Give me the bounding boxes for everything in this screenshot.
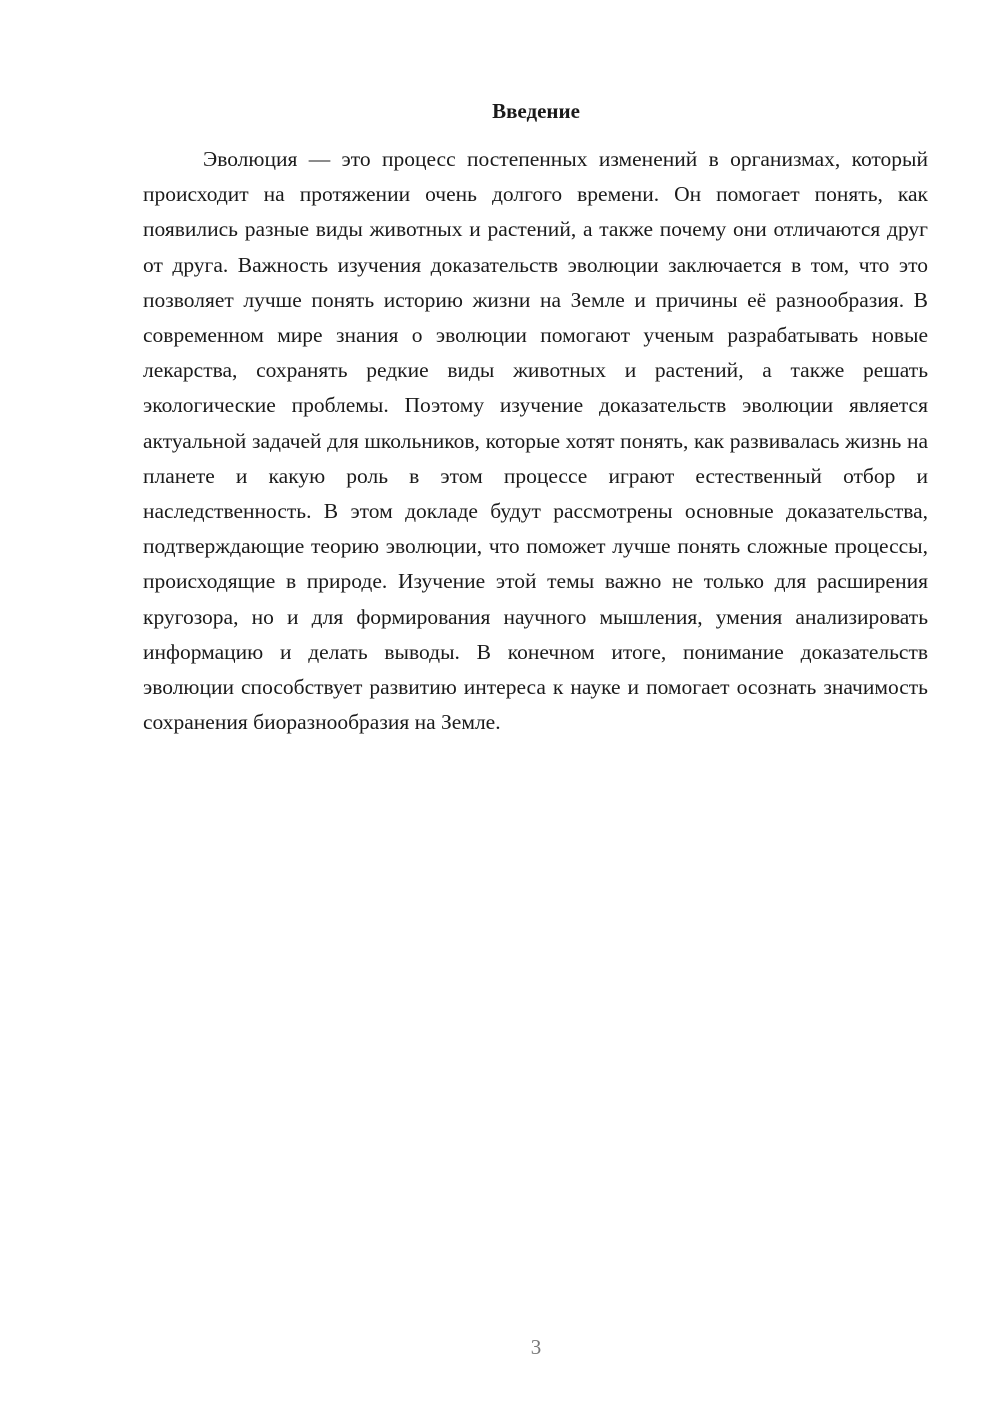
section-heading: Введение (492, 99, 580, 123)
page-number: 3 (530, 1335, 542, 1359)
body-paragraph: Эволюция — это процесс постепенных изменений в организмах, который происходит на протяжении очень долгого времени. Он помогает понять, как появились разные виды животных и растений, а также почему они отличаются друг от друга. Важность изучения доказательств эволюции заключается в том, что это позволяет лучше понять историю жизни на Земле и причины её разнообразия. В современном мире знания о эволюции помогают ученым разрабатывать новые лекарства, сохранять редкие виды животных и растений, а также решать экологические проблемы. Поэтому изучение доказательств эволюции является актуальной задачей для школьников, которые хотят понять, как развивалась жизнь на планете и какую роль в этом процессе играют естественный отбор и наследственность. В этом докладе будут рассмотрены основные доказательства, подтверждающие теорию эволюции, что поможет лучше понять сложные процессы, происходящие в природе. Изучение этой темы важно не только для расширения кругозора, но и для формирования научного мышления, умения анализировать информацию и делать выводы. В конечном итоге, понимание доказательств эволюции способствует развитию интереса к науке и помогает осознать значимость сохранения биоразнообразия на Земле. (143, 147, 928, 735)
